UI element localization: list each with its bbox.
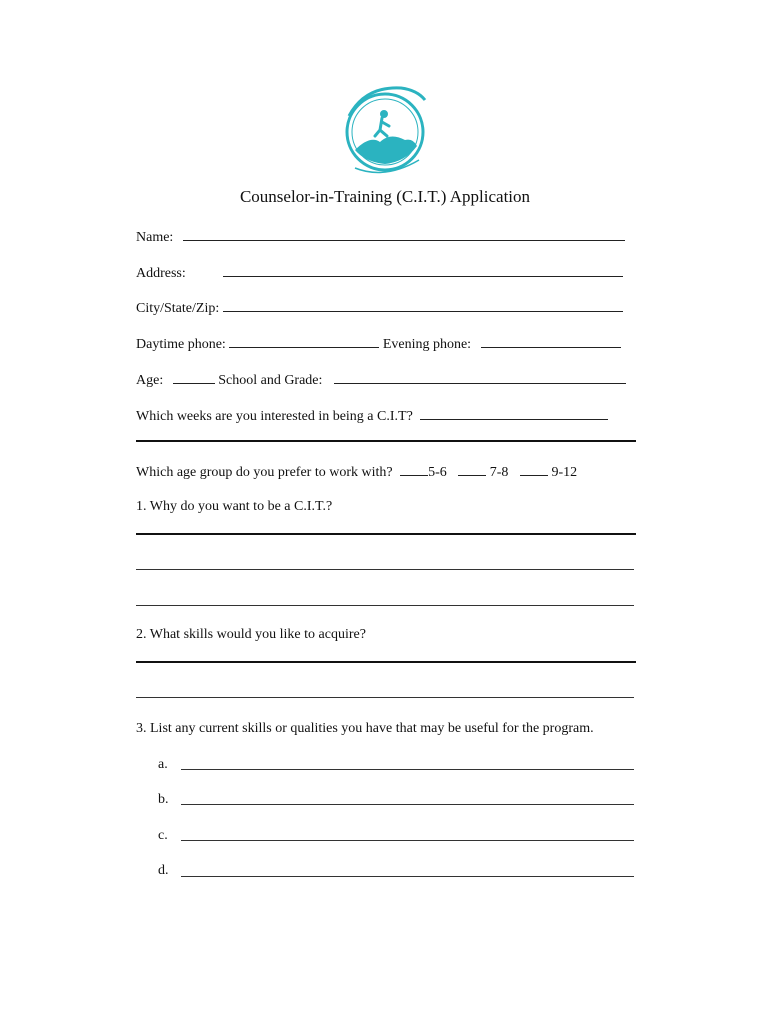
answer-2-line-1[interactable] [136,661,636,663]
city-row [136,299,623,318]
name-label: Name: [136,230,174,245]
age-label: Age: [136,373,164,388]
list-item-a-label: a. [158,757,168,772]
address-row [136,264,623,283]
name-row [136,228,625,247]
weeks-field[interactable] [420,407,608,420]
answer-1-line-1[interactable] [136,533,636,535]
question-2: 2. What skills would you like to acquire? [136,627,366,642]
answer-1-line-3[interactable] [136,605,634,606]
list-item-c-line[interactable] [181,840,634,841]
name-field[interactable] [183,228,625,241]
school-field[interactable] [334,371,626,384]
form-title: Counselor-in-Training (C.I.T.) Application [239,187,531,206]
age-group-option-1: 5-6 [428,465,447,480]
list-item-b-label: b. [158,792,169,807]
address-label: Address: [136,266,186,281]
answer-2-line-2[interactable] [136,697,634,698]
city-label: City/State/Zip: [136,301,220,316]
mountain-kids-logo [335,80,435,180]
daytime-phone-label: Daytime phone: [136,337,226,352]
daytime-phone-field[interactable] [229,335,379,348]
answer-1-line-2[interactable] [136,569,634,570]
age-group-row [136,463,577,482]
list-item-d-label: d. [158,863,169,878]
address-field[interactable] [223,264,623,277]
age-row [136,371,626,390]
age-group-option-3: 9-12 [551,465,578,480]
evening-phone-field[interactable] [481,335,621,348]
school-label: School and Grade: [218,373,323,388]
age-field[interactable] [173,371,215,384]
age-group-question: Which age group do you prefer to work with? [136,465,393,480]
age-group-checkbox-3[interactable] [520,463,548,476]
list-item-c-label: c. [158,828,168,843]
question-1: 1. Why do you want to be a C.I.T.? [136,499,333,514]
section-divider [136,440,636,442]
weeks-label: Which weeks are you interested in being a C.I.T? [136,409,413,424]
phone-row [136,335,621,354]
age-group-checkbox-1[interactable] [400,463,428,476]
list-item-b-line[interactable] [181,804,634,805]
evening-phone-label: Evening phone: [382,337,472,352]
weeks-row [136,407,608,426]
age-group-checkbox-2[interactable] [458,463,486,476]
list-item-a-line[interactable] [181,769,634,770]
list-item-d-line[interactable] [181,876,634,877]
question-3: 3. List any current skills or qualities you have that may be useful for the program. [136,721,594,736]
city-field[interactable] [223,299,623,312]
age-group-option-2: 7-8 [489,465,509,480]
